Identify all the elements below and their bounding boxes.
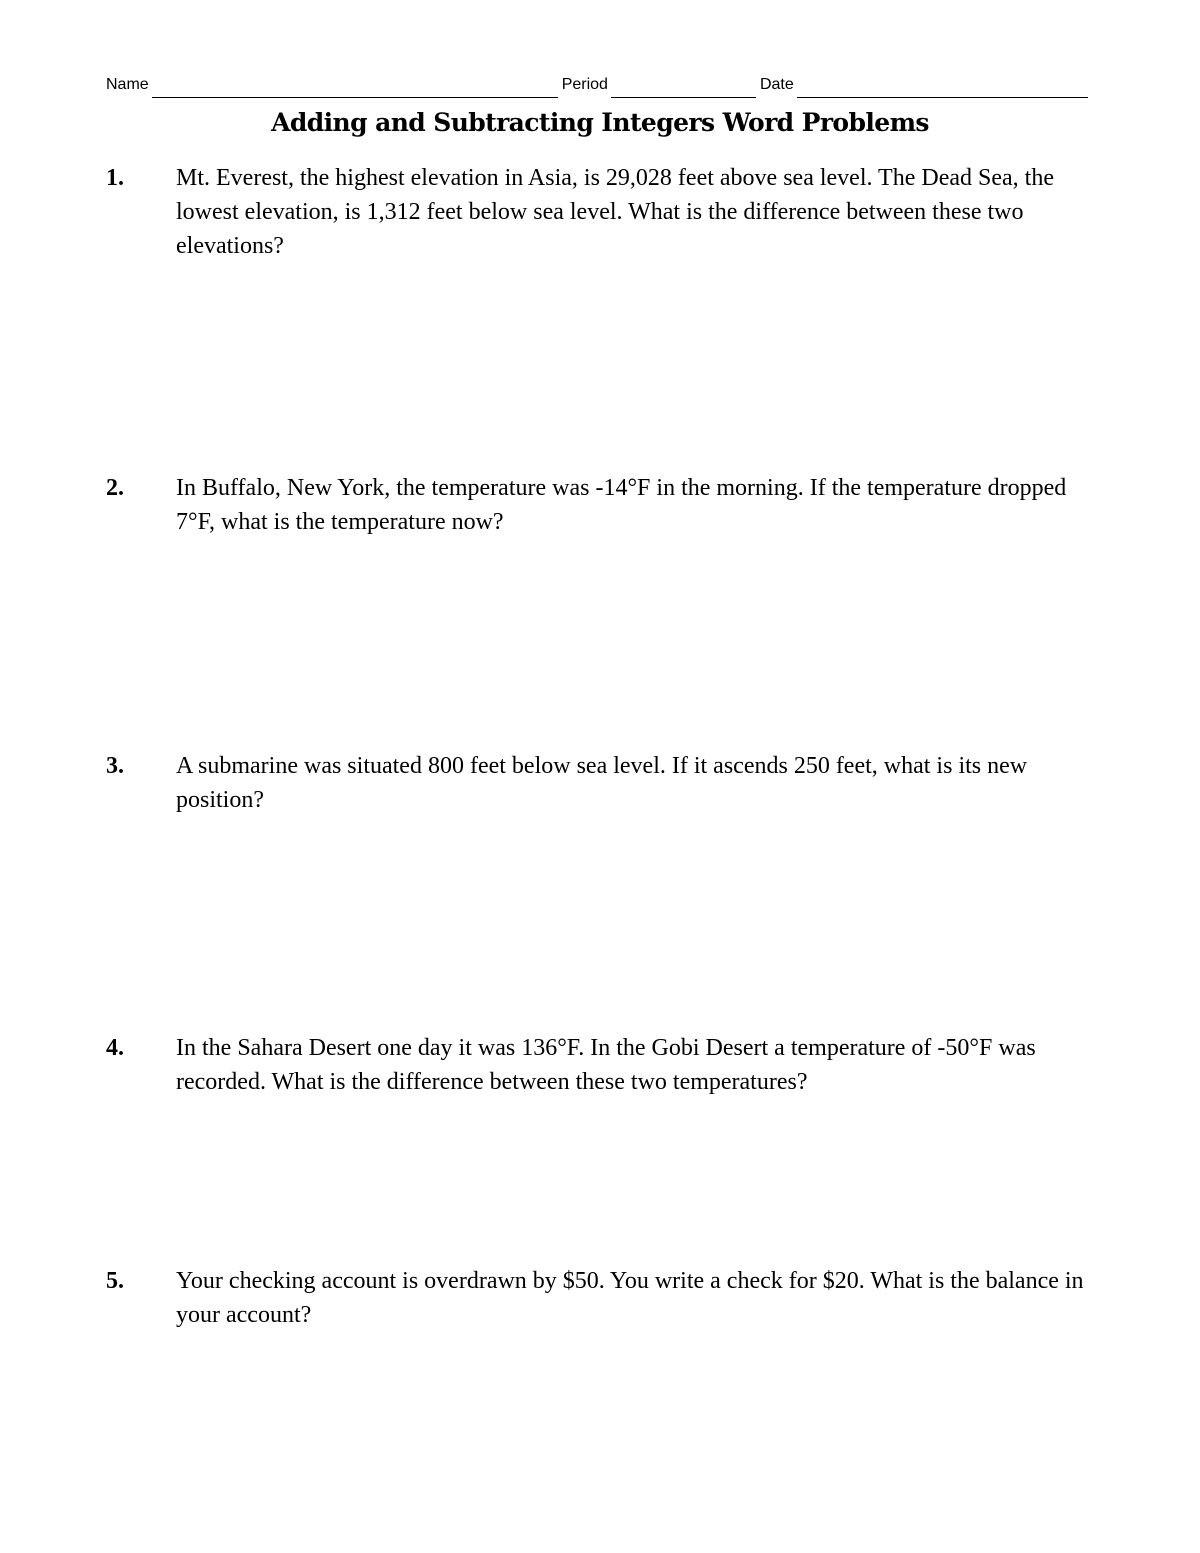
- problem-number: 1.: [106, 165, 124, 191]
- period-label: Period: [561, 76, 608, 93]
- problem-item: [106, 749, 1086, 817]
- date-label: Date: [759, 76, 794, 93]
- problem-number: 3.: [106, 753, 124, 779]
- name-label: Name: [106, 76, 149, 93]
- date-field[interactable]: [797, 77, 1088, 98]
- problem-number: 4.: [106, 1035, 124, 1061]
- problem-number: 5.: [106, 1268, 124, 1294]
- problem-item: [106, 1264, 1086, 1332]
- problem-number: 2.: [106, 475, 124, 501]
- name-field[interactable]: [152, 77, 558, 98]
- student-info-header: [106, 72, 1088, 98]
- page-title: Adding and Subtracting Integers Word Problems: [271, 108, 929, 137]
- problem-item: [106, 471, 1086, 539]
- period-field[interactable]: [611, 77, 756, 98]
- problem-text: In the Sahara Desert one day it was 136°F. In the Gobi Desert a temperature of -50°F was recorded. What is the difference between these two temperatures?: [176, 1035, 1036, 1095]
- problem-item: [106, 161, 1086, 263]
- problem-text: In Buffalo, New York, the temperature was -14°F in the morning. If the temperature dropped 7°F, what is the temperature now?: [176, 475, 1067, 535]
- problem-text: A submarine was situated 800 feet below sea level. If it ascends 250 feet, what is its new position?: [176, 753, 1028, 813]
- problem-text: Your checking account is overdrawn by $50. You write a check for $20. What is the balance in your account?: [176, 1268, 1084, 1328]
- problem-text: Mt. Everest, the highest elevation in Asia, is 29,028 feet above sea level. The Dead Sea, the lowest elevation, is 1,312 feet below sea level. What is the difference between these two elevations?: [176, 165, 1054, 259]
- problem-item: [106, 1031, 1086, 1099]
